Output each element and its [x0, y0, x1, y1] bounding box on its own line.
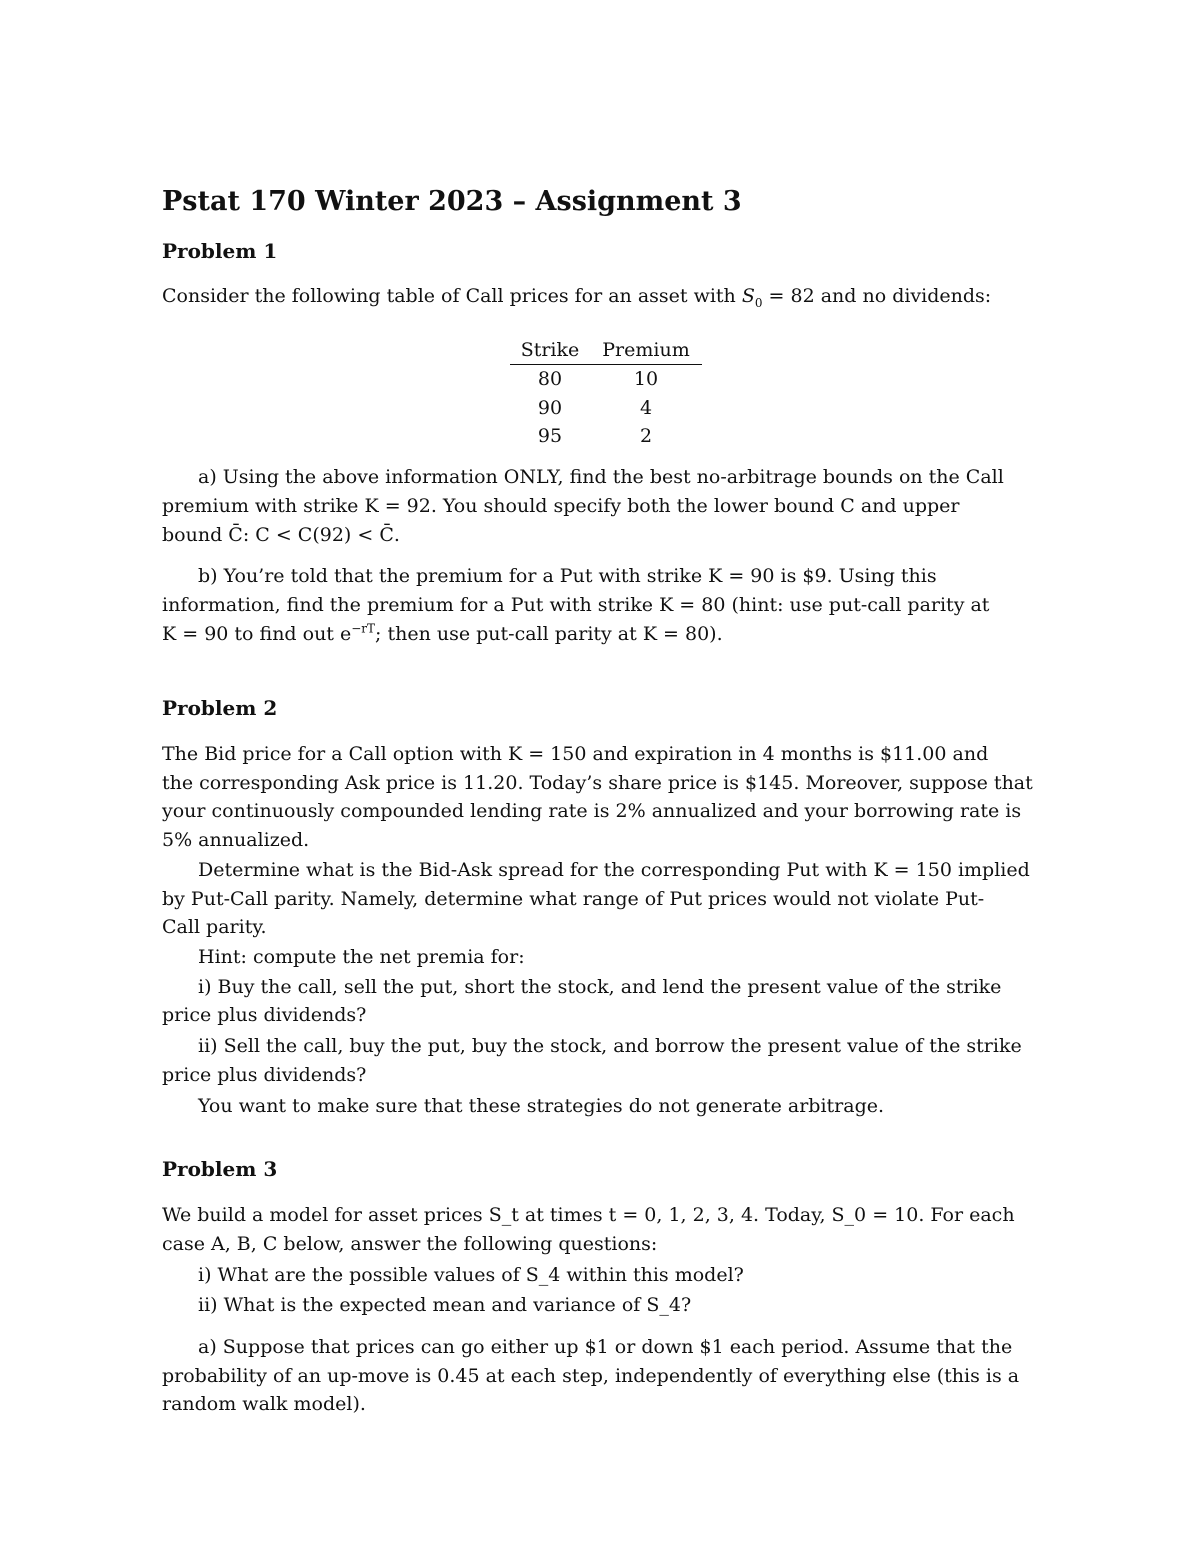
problem-1b-line-1: b) You’re told that the premium for a Put with strike K = 90 is $9. Using this [198, 565, 937, 587]
problem-2-line-6: by Put-Call parity. Namely, determine what range of Put prices would not violate Put- [162, 888, 985, 910]
page-title: Pstat 170 Winter 2023 – Assignment 3 [162, 186, 742, 217]
problem-1-heading: Problem 1 [162, 239, 278, 263]
problem-3-heading: Problem 3 [162, 1157, 278, 1181]
problem-3-line-1: We build a model for asset prices S_t at times t = 0, 1, 2, 3, 4. Today, S_0 = 10. For each [162, 1204, 1015, 1226]
problem-1a-line-3: bound C̄: C < C(92) < C̄. [162, 524, 400, 546]
problem-3-line-6: probability of an up-move is 0.45 at each step, independently of everything else (this is a [162, 1365, 1020, 1387]
problem-2-line-7: Call parity. [162, 916, 267, 938]
problem-2-line-10: price plus dividends? [162, 1004, 367, 1026]
problem-2-line-13: You want to make sure that these strategies do not generate arbitrage. [198, 1095, 885, 1117]
problem-3-line-4: ii) What is the expected mean and variance of S_4? [198, 1294, 692, 1316]
problem-3-line-7: random walk model). [162, 1393, 366, 1415]
problem-2-line-9: i) Buy the call, sell the put, short the stock, and lend the present value of the strike [198, 976, 1002, 998]
table-cell: 95 [537, 425, 563, 447]
problem-3-line-3: i) What are the possible values of S_4 within this model? [198, 1264, 744, 1286]
table-cell: 80 [537, 368, 563, 390]
table-row [510, 365, 702, 394]
problem-2-line-4: 5% annualized. [162, 829, 310, 851]
problem-3-line-2: case A, B, C below, answer the following questions: [162, 1233, 658, 1255]
problem-2-heading: Problem 2 [162, 696, 278, 720]
table-cell: 2 [639, 425, 653, 447]
problem-2-line-1: The Bid price for a Call option with K = 150 and expiration in 4 months is $11.00 and [162, 743, 989, 765]
problem-2-line-12: price plus dividends? [162, 1064, 367, 1086]
table-cell: 90 [537, 396, 563, 419]
problem-2-line-2: the corresponding Ask price is 11.20. Today’s share price is $145. Moreover, suppose that [162, 772, 1033, 794]
problem-2-line-5: Determine what is the Bid-Ask spread for the corresponding Put with K = 150 implied [198, 859, 1030, 881]
problem-2-line-11: ii) Sell the call, buy the put, buy the stock, and borrow the present value of the strike [198, 1035, 1022, 1057]
problem-3-line-5: a) Suppose that prices can go either up $1 or down $1 each period. Assume that the [198, 1336, 1013, 1358]
problem-1a-line-1: a) Using the above information ONLY, find the best no-arbitrage bounds on the Call [198, 466, 1004, 488]
problem-2-line-8: Hint: compute the net premia for: [198, 946, 525, 968]
table-header-row [510, 336, 702, 365]
problem-1a-line-2: premium with strike K = 92. You should specify both the lower bound C and upper [162, 495, 960, 517]
table-header-strike: Strike [520, 339, 580, 361]
call-price-table [510, 336, 702, 451]
problem-1b-line-3: K = 90 to find out $e^{-rT}$; then use put-call parity at K = 80). [162, 621, 723, 645]
problem-2-line-3: your continuously compounded lending rate is 2% annualized and your borrowing rate is [162, 800, 1022, 822]
problem-1b-line-2: information, find the premium for a Put with strike K = 80 (hint: use put-call parity at [162, 594, 990, 616]
problem-1-intro: Consider the following table of Call prices for an asset with $S_0 = 82$ and no dividends: [162, 285, 992, 310]
table-row [510, 422, 702, 451]
table-row [510, 394, 702, 423]
table-cell: 10 [633, 368, 659, 390]
table-header-premium: Premium [602, 339, 690, 361]
table-cell: 4 [639, 396, 653, 419]
